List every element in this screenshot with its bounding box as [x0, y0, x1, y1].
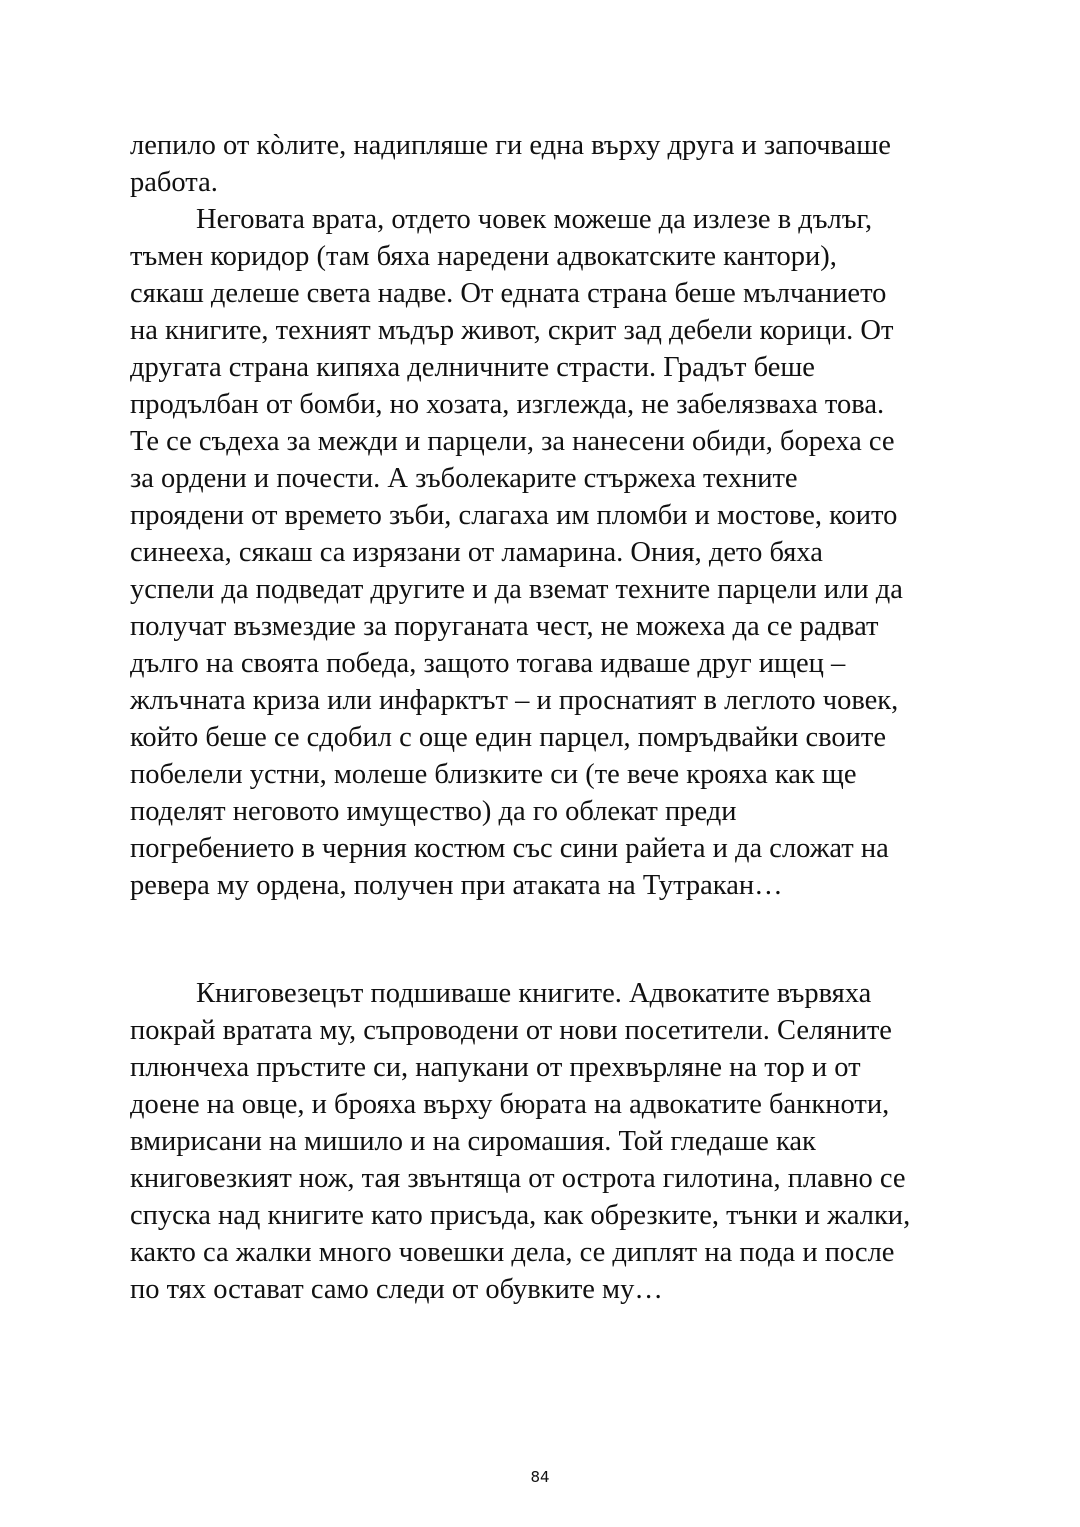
text-section-2	[130, 975, 960, 1308]
text-line: по тях остават само следи от обувките му…	[130, 1274, 663, 1305]
text-line: работа.	[130, 167, 218, 198]
text-line: книговезкият нож, тая звънтяща от острота гилотина, плавно се	[130, 1163, 906, 1194]
text-line: Книговезецът подшиваше книгите. Адвокатите вървяха	[196, 978, 872, 1009]
text-line: на книгите, техният мъдър живот, скрит зад дебели корици. От	[130, 315, 894, 346]
text-line: сякаш делеше света надве. От едната страна беше мълчанието	[130, 278, 887, 309]
paragraph-3	[130, 975, 960, 1308]
text-line: доене на овце, и брояха върху бюрата на адвокатите банкноти,	[130, 1089, 890, 1120]
text-line: погребението в черния костюм със сини райета и да сложат на	[130, 833, 889, 864]
text-line: за ордени и почести. А зъболекарите стържеха техните	[130, 463, 798, 494]
text-line: вмирисани на мишило и на сиромашия. Той гледаше как	[130, 1126, 816, 1157]
text-line: успели да подведат другите и да вземат техните парцели или да	[130, 574, 903, 605]
text-line: другата страна кипяха делничните страсти. Градът беше	[130, 352, 815, 383]
text-line: Те се съдеха за межди и парцели, за нанесени обиди, бореха се	[130, 426, 895, 457]
text-line: лепило от кòлите, надипляше ги една върху друга и започваше	[130, 130, 891, 161]
text-line: продълбан от бомби, но хозата, изглежда, не забелязваха това.	[130, 389, 885, 420]
text-line: проядени от времето зъби, слагаха им пломби и мостове, които	[130, 500, 898, 531]
paragraph-2	[130, 201, 960, 904]
text-line: Неговата врата, отдето човек можеше да излезе в дълъг,	[196, 204, 873, 235]
text-line: побелели устни, молеше близките си (те вече крояха как ще	[130, 759, 857, 790]
text-line: ревера му ордена, получен при атаката на Тутракан…	[130, 870, 783, 901]
text-line: дълго на своята победа, защото тогава идваше друг ищец –	[130, 648, 846, 679]
paragraph-1	[130, 127, 960, 201]
text-line: покрай вратата му, съпроводени от нови посетители. Селяните	[130, 1015, 892, 1046]
text-line: както са жалки много човешки дела, се диплят на пода и после	[130, 1237, 895, 1268]
text-line: тъмен коридор (там бяха наредени адвокатските кантори),	[130, 241, 837, 272]
text-line: синееха, сякаш са изрязани от ламарина. Ония, дето бяха	[130, 537, 823, 568]
text-line: поделят неговото имущество) да го облекат преди	[130, 796, 737, 827]
text-line: плюнчеха пръстите си, напукани от прехвърляне на тор и от	[130, 1052, 861, 1083]
text-line: спуска над книгите като присъда, как обрезките, тънки и жалки,	[130, 1200, 911, 1231]
text-section-1	[130, 127, 960, 904]
text-line: получат възмездие за поруганата чест, не можеха да се радват	[130, 611, 879, 642]
text-line: който беше се сдобил с още един парцел, помръдвайки своите	[130, 722, 887, 753]
text-line: жлъчната криза или инфарктът – и проснатият в леглото човек,	[130, 685, 899, 716]
page-number: 84	[530, 1468, 550, 1486]
